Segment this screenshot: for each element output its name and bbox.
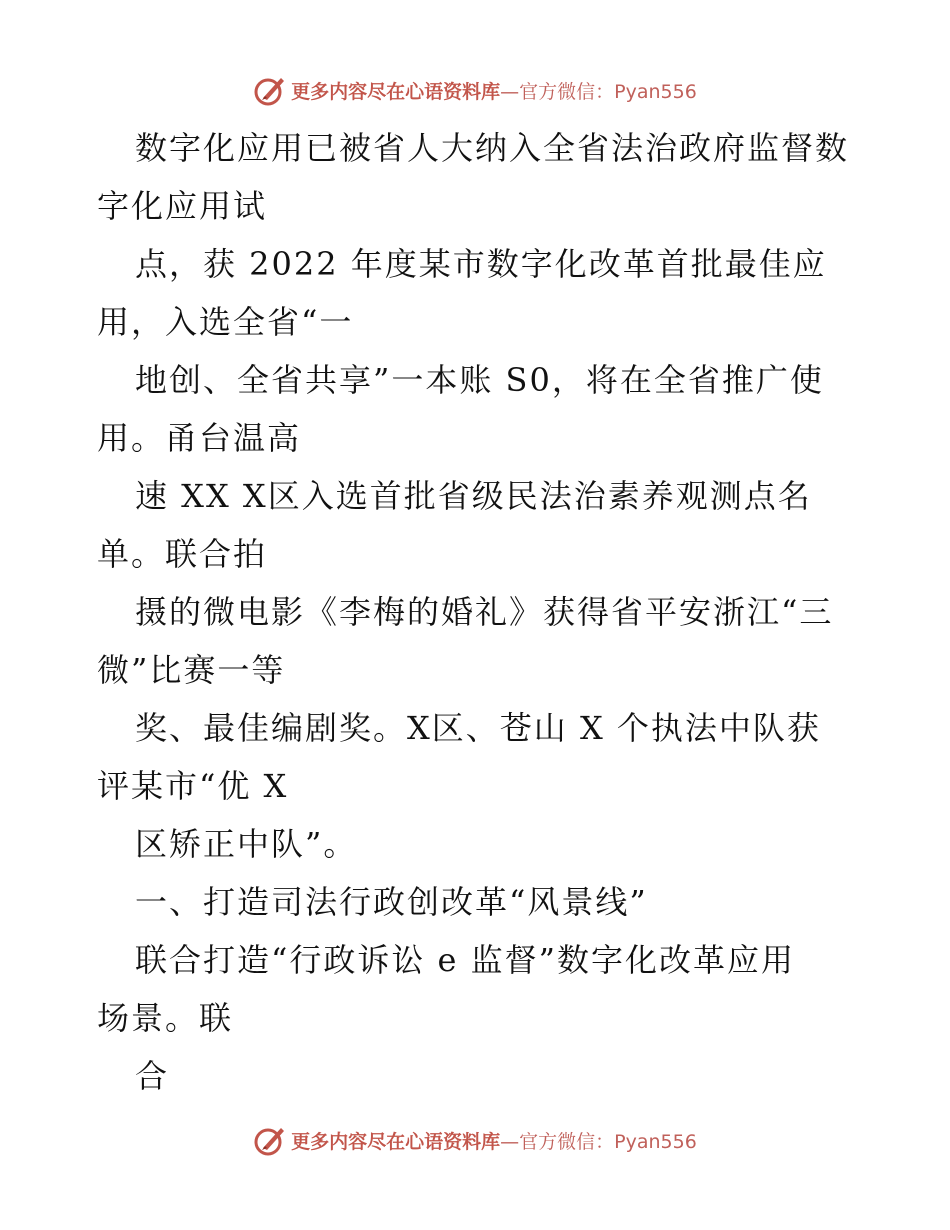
watermark-main-text: 更多内容尽在心语资料库	[291, 80, 501, 103]
body-line: 联合打造“行政诉讼 e 监督”数字化改革应用	[135, 941, 796, 979]
feather-pen-circle-icon	[253, 73, 287, 107]
body-line: 区矫正中队”。	[135, 825, 358, 863]
watermark-dash: —	[500, 80, 520, 103]
footer-watermark	[0, 1120, 950, 1160]
body-line: 评某市“优 X	[97, 767, 289, 805]
body-line: 摄的微电影《李梅的婚礼》获得省平安浙江“三	[135, 593, 834, 631]
body-line: 数字化应用已被省人大纳入全省法治政府监督数	[135, 129, 850, 167]
body-line: 单。联合拍	[97, 535, 268, 573]
body-line: 奖、最佳编剧奖。X区、苍山 X 个执法中队获	[135, 709, 821, 747]
body-line: 用。甬台温高	[97, 419, 302, 457]
watermark-text	[291, 77, 697, 104]
watermark-text	[291, 1127, 697, 1154]
body-line: 地创、全省共享”一本账 S0，将在全省推广使	[135, 361, 824, 399]
body-line: 字化应用试	[97, 187, 268, 225]
watermark-sub-text: 官方微信：Pyan556	[519, 1130, 697, 1153]
watermark-main-text: 更多内容尽在心语资料库	[291, 1130, 501, 1153]
body-line: 合	[135, 1057, 170, 1095]
body-line: 场景。联	[97, 999, 234, 1037]
section-heading: 一、打造司法行政创改革“风景线”	[135, 883, 648, 921]
body-line: 速 XX X区入选首批省级民法治素养观测点名	[135, 477, 812, 515]
body-line: 微”比赛一等	[97, 651, 286, 689]
watermark-dash: —	[500, 1130, 520, 1153]
header-watermark	[0, 70, 950, 110]
body-line: 用，入选全省“一	[97, 303, 354, 341]
body-line: 点，获 2022 年度某市数字化改革首批最佳应	[135, 245, 827, 283]
feather-pen-circle-icon	[253, 1123, 287, 1157]
watermark-sub-text: 官方微信：Pyan556	[519, 80, 697, 103]
